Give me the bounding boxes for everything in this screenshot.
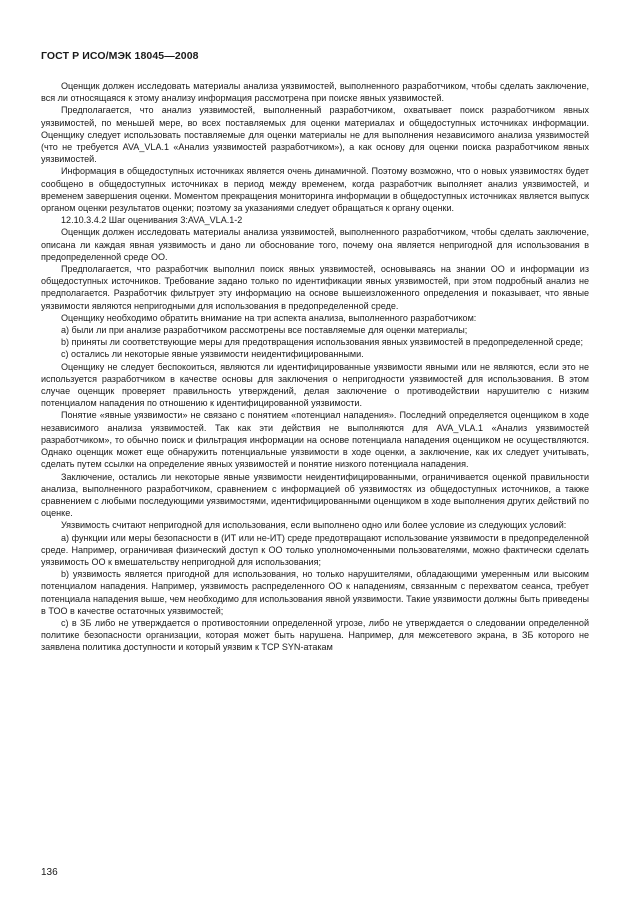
section-heading: 12.10.3.4.2 Шаг оценивания 3:AVA_VLA.1-2 — [61, 215, 243, 226]
paragraph: Оценщик должен исследовать материалы анализа уязвимостей, выполненного разработчиком, чтобы сделать заключение, вся ли относящаяся к этому анализу информация рассмотрена при поиске явных уязвимостей. — [41, 81, 589, 104]
paragraph: Заключение, остались ли некоторые явные уязвимости неидентифицированными, ограничивается оценкой правильности анализа, выполненного разработчиком, сравнением с информацией об уязвимостях из общедоступных источников, а также сравнением с любыми последующими уязвимостями, идентифицированными оценщиком в ходе выполнения других действий по оценке. — [41, 471, 589, 519]
paragraph: Понятие «явные уязвимости» не связано с понятием «потенциал нападения». Последний определяется оценщиком в ходе независимого анализа уязвимостей. Так как эти действия не выполняются для AVA_VLA.1 «Анализ уязвимостей разработчиком», то обычно поиск и фильтрация информации на основе потенциала нападения оценщиком не осуществляются. Однако оценщик может еще обнаружить потенциальные уязвимости в ходе оценки, а заключение, как их следует учитывать, сделать путем ссылки на определение явных уязвимостей и понятие низкого потенциала нападения. — [41, 410, 589, 470]
page-number: 136 — [41, 867, 58, 878]
paragraph: Предполагается, что разработчик выполнил поиск явных уязвимостей, основываясь на знании ОО и информации из общедоступных источников. Требование задано только по идентификации явных уязвимостей, при этом подробный анализ не предполагается. Разработчик фильтрует эту информацию на основе вышеизложенного определения и показывает, что явные уязвимости являются непригодными для использования в предопределенной среде. — [41, 264, 589, 311]
list-item: а) были ли при анализе разработчиком рассмотрены все поставляемые для оценки материалы; — [61, 325, 468, 336]
list-item: с) в ЗБ либо не утверждается о противостоянии определенной угрозе, либо не утверждается о следовании определенной политике безопасности организации, которая может быть нарушена. Например, для межсетевого экрана, в ЗБ которого не заявлена политика доступности и который уязвим к TCP SYN-атакам — [41, 617, 589, 653]
paragraph: Оценщику необходимо обратить внимание на три аспекта анализа, выполненного разработчиком: — [61, 312, 477, 323]
page-header: ГОСТ Р ИСО/МЭК 18045—2008 — [41, 50, 199, 62]
document-body — [41, 80, 589, 654]
list-item: b) приняты ли соответствующие меры для предотвращения использования явных уязвимостей в предопределенной среде; — [61, 337, 584, 348]
paragraph: Уязвимость считают непригодной для использования, если выполнено одно или более условие из следующих условий: — [61, 520, 567, 531]
list-item: с) остались ли некоторые явные уязвимости неидентифицированными. — [61, 349, 364, 360]
paragraph: Предполагается, что анализ уязвимостей, выполненный разработчиком, охватывает поиск разработчиком явных уязвимостей, по меньшей мере, во всех поставляемых для оценки материалах и общедоступных источниках информации. Оценщику следует использовать поставляемые для оценки материалы не для выполнения независимого анализа уязвимостей (что не требуется AVA_VLA.1 «Анализ уязвимостей разработчиком»), а как основу для оценки поиска разработчиком явных уязвимостей. — [41, 105, 589, 165]
paragraph: Оценщик должен исследовать материалы анализа уязвимостей, выполненного разработчиком, чтобы сделать заключение, описана ли каждая явная уязвимость и дано ли обоснование того, почему она является непригодной для использования в предопределенной среде ОО. — [41, 227, 589, 262]
list-item: а) функции или меры безопасности в (ИТ или не-ИТ) среде предотвращают использование уязвимости в предопределенной среде. Например, ограничивая физический доступ к ОО только уполномоченными пользователями, можно фактически сделать уязвимость ОО к вмешательству непригодной для использования; — [41, 532, 589, 567]
paragraph: Оценщику не следует беспокоиться, являются ли идентифицированные уязвимости явными или не являются, если это не используется разработчиком в качестве основы для заключения о непригодности уязвимостей для использования. В этом случае оценщик проверяет правильность утверждений, делая заключение о противодействии нарушителю с низким потенциалом нападения по отношению к идентифицированной уязвимости. — [41, 361, 589, 409]
list-item: b) уязвимость является пригодной для использования, но только нарушителями, обладающими умеренным или высоким потенциалом нападения. Например, уязвимость распределенного ОО к нападениям, связанным с перехватом сеанса, требует потенциала нападения выше, чем необходимо для использования явной уязвимости. Такие уязвимости должны быть приведены в ТОО в качестве остаточных уязвимостей; — [41, 569, 589, 616]
paragraph: Информация в общедоступных источниках является очень динамичной. Поэтому возможно, что о новых уязвимостях будет сообщено в общедоступных источниках в период между временем, когда разработчик выполняет анализ уязвимостей, и временем завершения оценки. Моментом прекращения мониторинга информации в общедоступных источниках является выпуск органом оценки результатов оценки; поэтому за указаниями следует обращаться к органу оценки. — [41, 166, 589, 214]
